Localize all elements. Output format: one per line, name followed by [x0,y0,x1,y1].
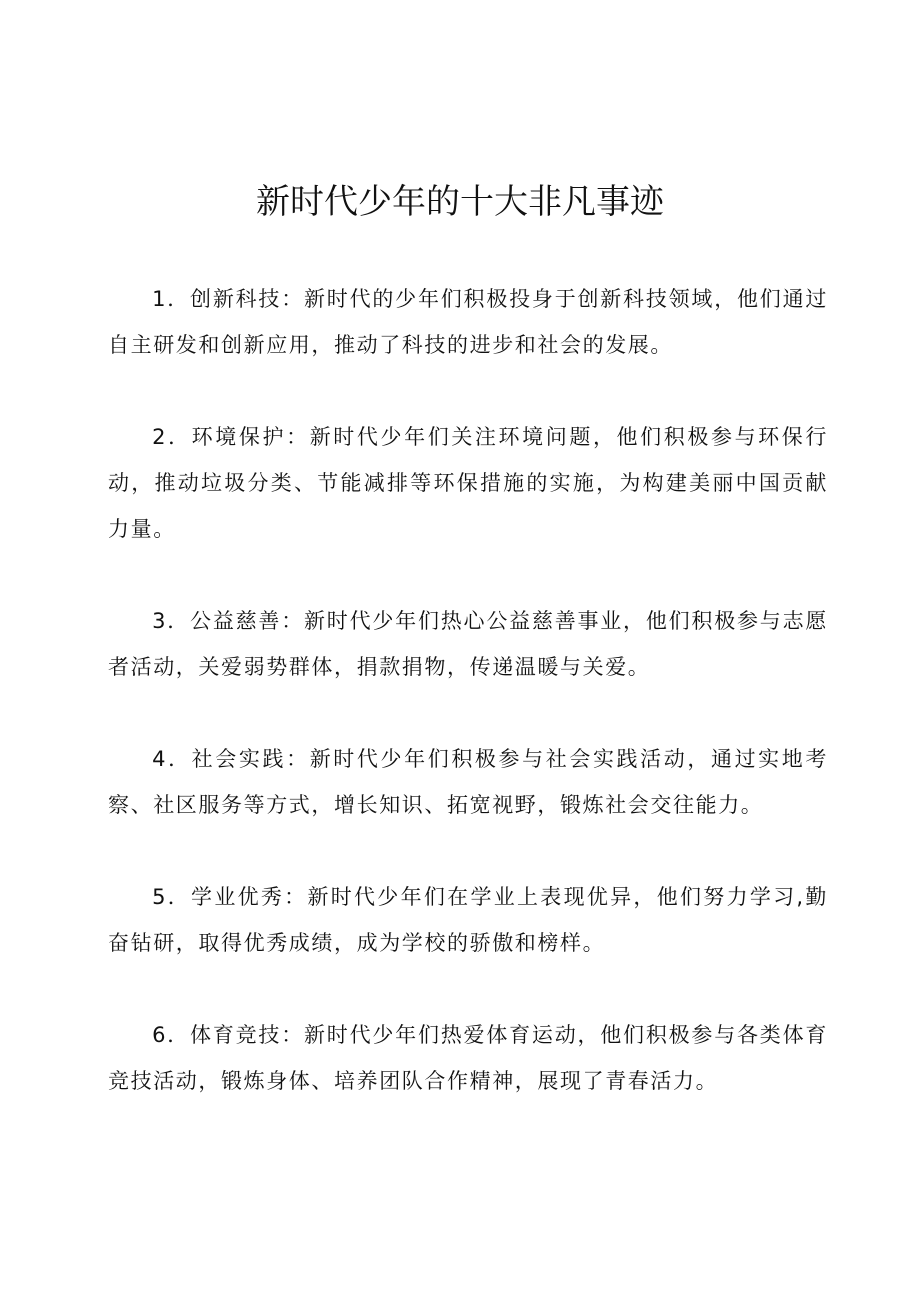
item-separator: ． [167,287,191,311]
item-number: 1 [152,287,168,311]
item-number: 5 [152,885,168,909]
list-item [108,736,828,828]
list-item [108,1012,828,1104]
item-text: 新时代的少年们积极投身于创新科技领域，他们通过自主研发和创新应用，推动了科技的进步和社会的发展。 [108,287,828,357]
item-text: 新时代少年们积极参与社会实践活动，通过实地考察、社区服务等方式，增长知识、拓宽视野，锻炼社会交往能力。 [108,747,828,817]
item-heading: 社会实践： [191,747,310,771]
item-text: 新时代少年们关注环境问题，他们积极参与环保行动，推动垃圾分类、节能减排等环保措施的实施，为构建美丽中国贡献力量。 [108,425,828,541]
item-separator: ． [167,1023,191,1047]
item-separator: ． [167,609,191,633]
item-text: 新时代少年们热心公益慈善事业，他们积极参与志愿者活动，关爱弱势群体，捐款捐物，传递温暖与关爱。 [108,609,828,679]
list-item [108,598,828,690]
item-number: 4 [152,747,168,771]
achievement-list [108,276,828,1150]
item-heading: 学业优秀： [191,885,308,909]
item-number: 3 [152,609,168,633]
item-separator: ． [167,425,192,449]
item-separator: ． [167,885,192,909]
item-heading: 创新科技： [190,287,304,311]
list-item [108,414,828,552]
item-heading: 公益慈善： [190,609,304,633]
list-item [108,276,828,368]
item-text: 新时代少年们在学业上表现优异，他们努力学习,勤奋钻研，取得优秀成绩，成为学校的骄傲和榜样。 [108,885,828,955]
item-heading: 环境保护： [191,425,310,449]
list-item [108,874,828,966]
item-separator: ． [167,747,192,771]
item-number: 2 [152,425,168,449]
item-heading: 体育竞技： [190,1023,304,1047]
document-title: 新时代少年的十大非凡事迹 [256,182,664,222]
item-text: 新时代少年们热爱体育运动，他们积极参与各类体育竞技活动，锻炼身体、培养团队合作精神，展现了青春活力。 [108,1023,828,1093]
item-number: 6 [152,1023,168,1047]
